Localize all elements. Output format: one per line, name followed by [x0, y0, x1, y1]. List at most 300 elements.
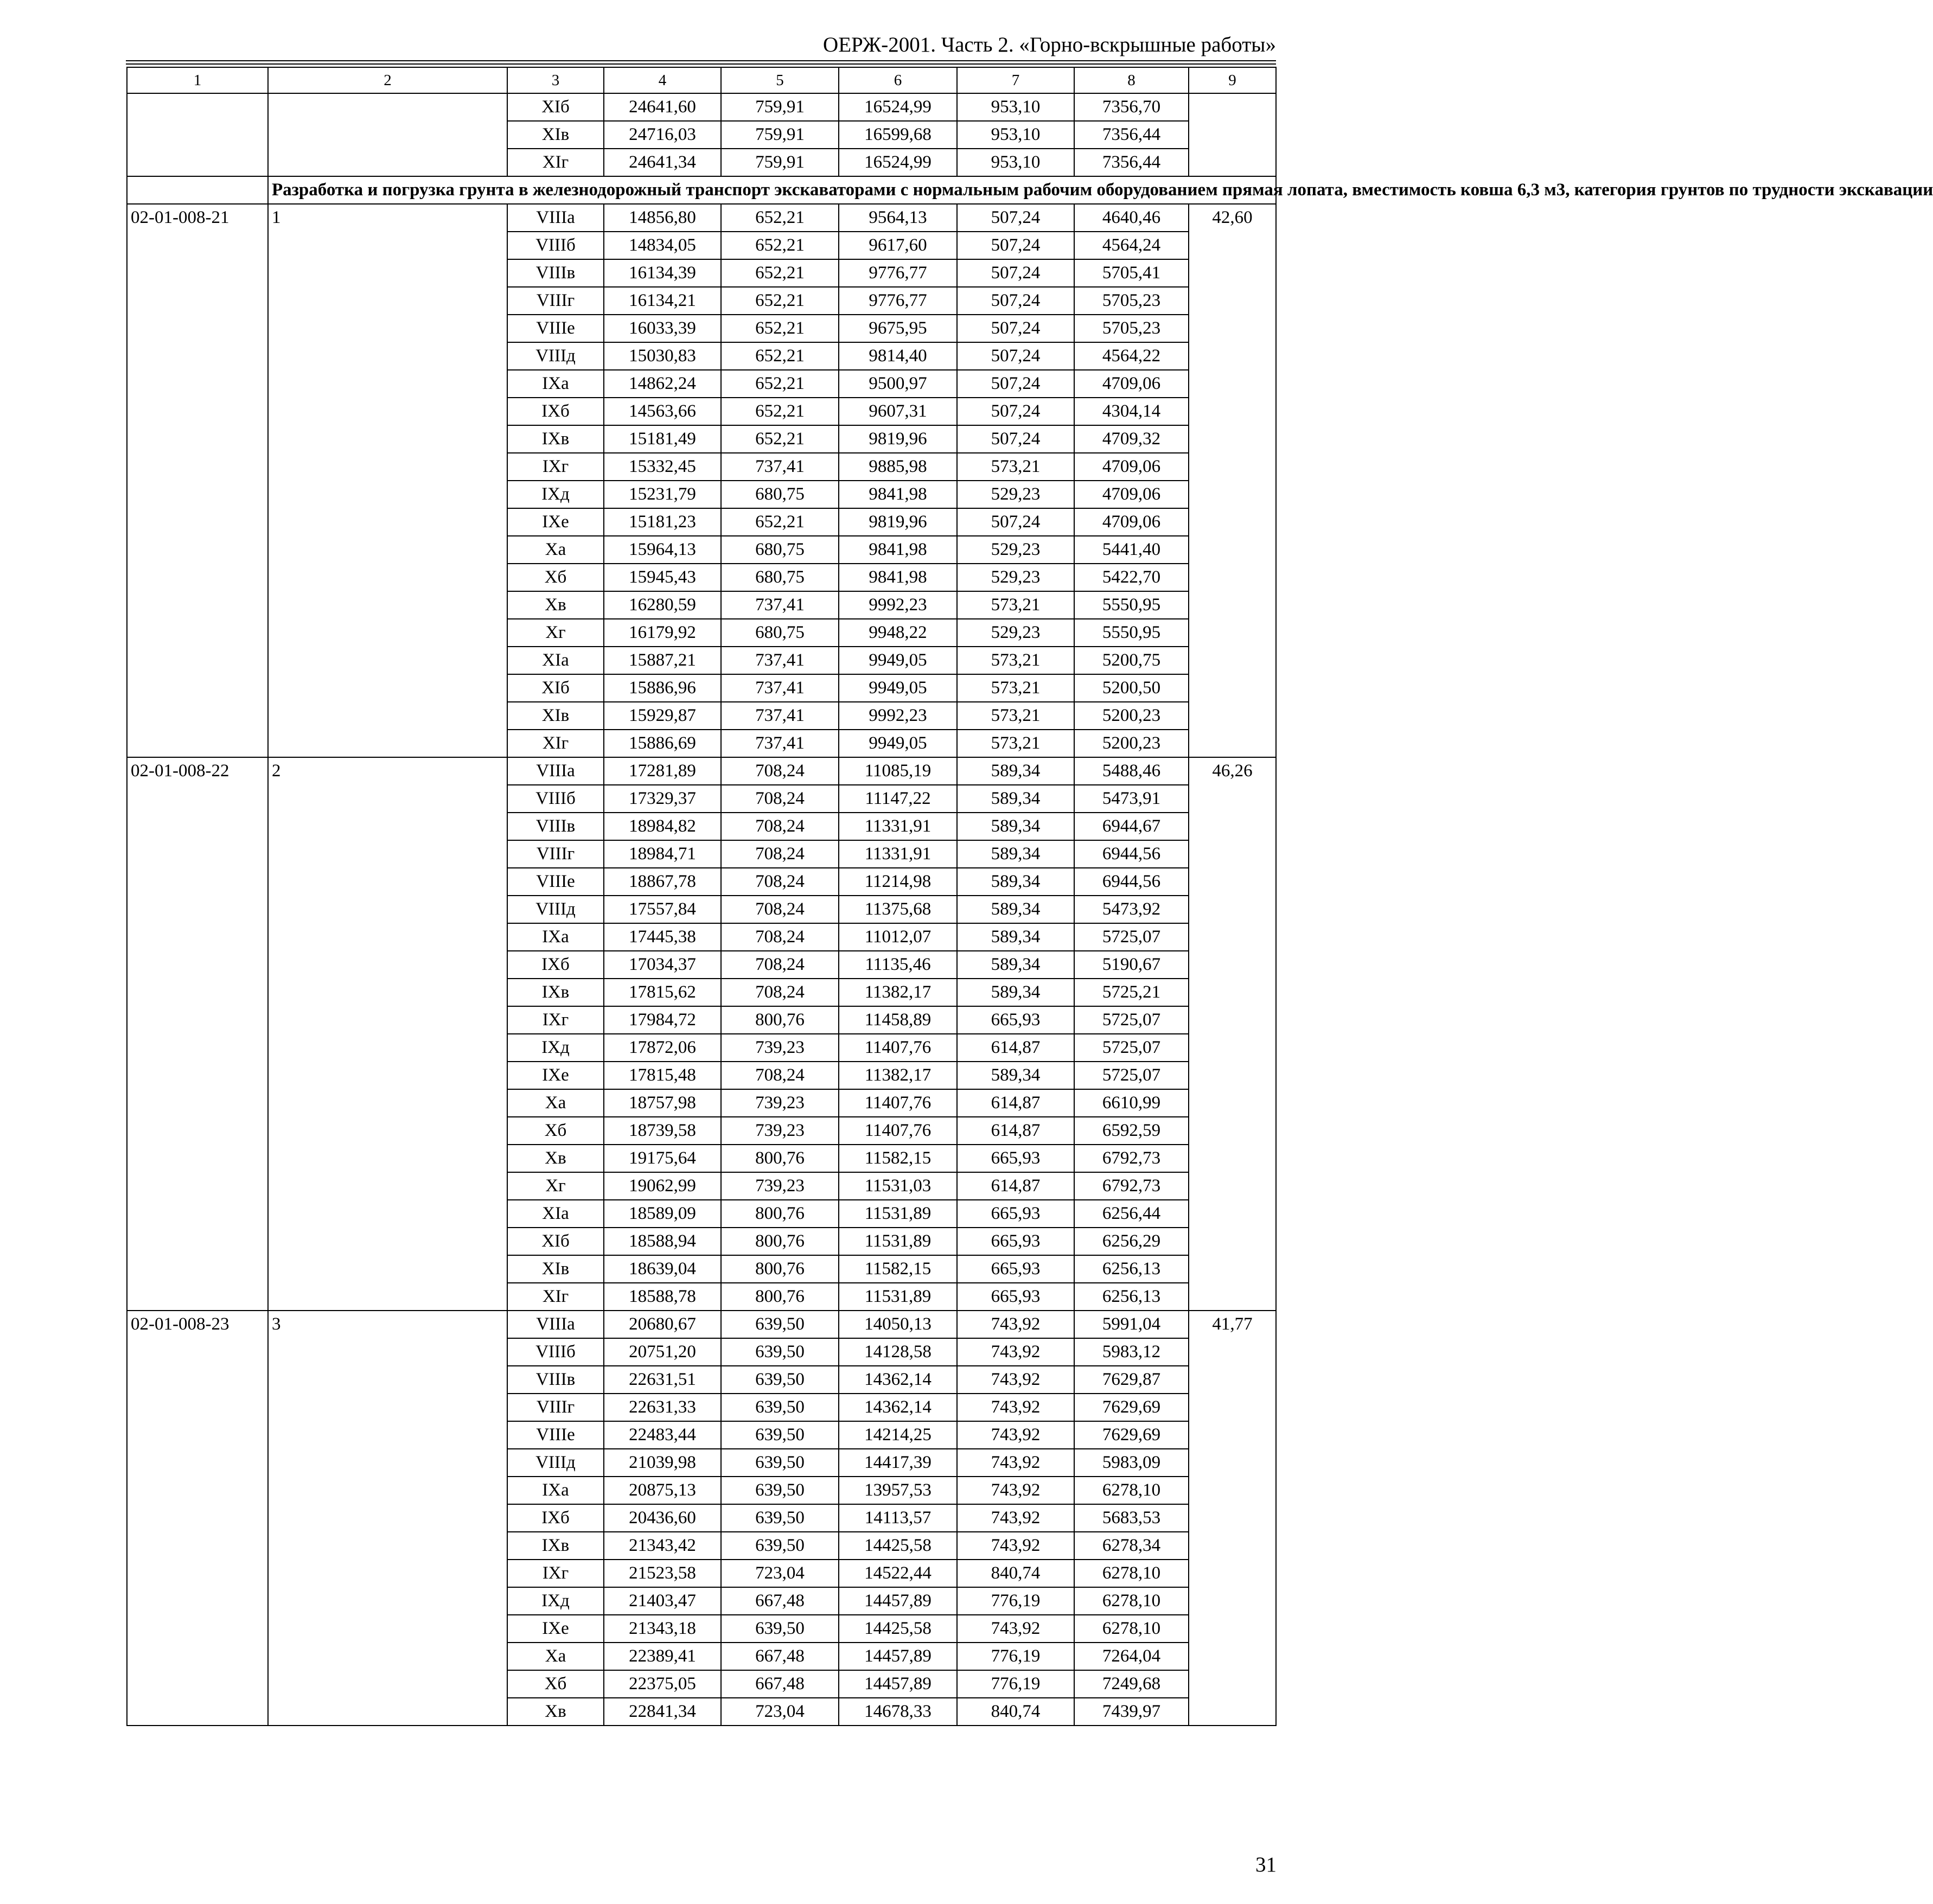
table-cell: XIб [507, 674, 604, 702]
table-cell: 13957,53 [839, 1477, 957, 1504]
column-number-cell: 4 [604, 67, 721, 93]
table-cell: 22841,34 [604, 1698, 721, 1726]
table-cell: 6256,44 [1074, 1200, 1189, 1228]
table-cell: VIIIг [507, 287, 604, 315]
table-cell: 6278,10 [1074, 1560, 1189, 1587]
table-cell: 953,10 [957, 93, 1074, 121]
table-cell: 507,24 [957, 425, 1074, 453]
table-cell: 6792,73 [1074, 1145, 1189, 1172]
table-cell: 9949,05 [839, 730, 957, 757]
table-cell: 743,92 [957, 1311, 1074, 1338]
table-cell: VIIIб [507, 785, 604, 813]
table-cell: 743,92 [957, 1449, 1074, 1477]
table-cell: 737,41 [721, 591, 839, 619]
table-cell: 16524,99 [839, 149, 957, 176]
table-cell: 573,21 [957, 702, 1074, 730]
table-cell: 708,24 [721, 813, 839, 840]
table-cell: 9992,23 [839, 702, 957, 730]
table-cell: 15231,79 [604, 481, 721, 508]
table-cell: IXе [507, 508, 604, 536]
table-cell: 743,92 [957, 1615, 1074, 1643]
table-cell: Xв [507, 1698, 604, 1726]
table-cell: 776,19 [957, 1587, 1074, 1615]
table-cell: 14522,44 [839, 1560, 957, 1587]
page-number: 31 [1255, 1853, 1277, 1876]
table-cell: 6256,29 [1074, 1228, 1189, 1255]
table-cell: 14050,13 [839, 1311, 957, 1338]
table-cell: 800,76 [721, 1228, 839, 1255]
table-cell: 9992,23 [839, 591, 957, 619]
table-cell: 639,50 [721, 1532, 839, 1560]
table-cell: 7439,97 [1074, 1698, 1189, 1726]
table-cell: 5991,04 [1074, 1311, 1189, 1338]
table-cell: 723,04 [721, 1698, 839, 1726]
table-cell: 723,04 [721, 1560, 839, 1587]
table-cell: 15945,43 [604, 564, 721, 591]
table-cell: Xб [507, 1670, 604, 1698]
column-number-cell: 3 [507, 67, 604, 93]
table-cell: 6256,13 [1074, 1283, 1189, 1311]
table-cell: 5200,75 [1074, 647, 1189, 674]
description-cell: 1 [268, 204, 507, 757]
table-cell: 9841,98 [839, 564, 957, 591]
table-cell: 4640,46 [1074, 204, 1189, 232]
table-row [127, 757, 1276, 785]
table-cell: XIв [507, 702, 604, 730]
table-cell: 11407,76 [839, 1089, 957, 1117]
table-cell: 11375,68 [839, 896, 957, 923]
table-cell: VIIIг [507, 840, 604, 868]
table-cell: 11012,07 [839, 923, 957, 951]
table-cell: 18639,04 [604, 1255, 721, 1283]
table-cell: 589,34 [957, 951, 1074, 979]
table-cell: 15887,21 [604, 647, 721, 674]
table-cell: Xа [507, 1089, 604, 1117]
table-cell: 15181,49 [604, 425, 721, 453]
table-cell: 573,21 [957, 647, 1074, 674]
table-cell: 800,76 [721, 1145, 839, 1172]
table-cell: IXд [507, 1034, 604, 1062]
table-row [127, 93, 1276, 121]
table-cell: VIIIа [507, 1311, 604, 1338]
header-rule [126, 60, 1276, 61]
table-cell: 16134,39 [604, 259, 721, 287]
table-cell: IXг [507, 1006, 604, 1034]
table-cell: 20680,67 [604, 1311, 721, 1338]
table-cell: 22483,44 [604, 1421, 721, 1449]
table-cell: 14425,58 [839, 1532, 957, 1560]
table-cell: 11135,46 [839, 951, 957, 979]
table-cell: 507,24 [957, 508, 1074, 536]
table-cell: 737,41 [721, 647, 839, 674]
column-number-cell: 9 [1189, 67, 1276, 93]
table-cell: Xб [507, 564, 604, 591]
table-cell: XIб [507, 93, 604, 121]
table-cell: 743,92 [957, 1366, 1074, 1394]
table-cell: 953,10 [957, 149, 1074, 176]
table-cell: 639,50 [721, 1615, 839, 1643]
table-cell: 743,92 [957, 1394, 1074, 1421]
table-cell: Xа [507, 536, 604, 564]
table-cell: 16524,99 [839, 93, 957, 121]
table-cell: 9949,05 [839, 674, 957, 702]
table-cell: 9617,60 [839, 232, 957, 259]
table-cell: VIIIе [507, 868, 604, 896]
table-cell: 20436,60 [604, 1504, 721, 1532]
table-cell: 800,76 [721, 1006, 839, 1034]
table-cell: 4564,24 [1074, 232, 1189, 259]
table-cell: 11331,91 [839, 840, 957, 868]
table-cell: 5550,95 [1074, 619, 1189, 647]
table-cell: 589,34 [957, 979, 1074, 1006]
table-cell: 9819,96 [839, 425, 957, 453]
table-cell: XIа [507, 1200, 604, 1228]
table-cell: 614,87 [957, 1117, 1074, 1145]
table-cell: 5473,91 [1074, 785, 1189, 813]
table-cell: 21403,47 [604, 1587, 721, 1615]
table-cell: 652,21 [721, 204, 839, 232]
table-cell: 9776,77 [839, 259, 957, 287]
table-cell: 737,41 [721, 453, 839, 481]
table-cell: 639,50 [721, 1477, 839, 1504]
table-cell: 14563,66 [604, 398, 721, 425]
table-cell: 4564,22 [1074, 342, 1189, 370]
table-cell: 589,34 [957, 1062, 1074, 1089]
table-cell: 739,23 [721, 1089, 839, 1117]
table-cell: 5983,12 [1074, 1338, 1189, 1366]
table-cell: 14362,14 [839, 1394, 957, 1421]
last-col-cell: 41,77 [1189, 1311, 1276, 1726]
table-cell: 18739,58 [604, 1117, 721, 1145]
table-cell: 589,34 [957, 813, 1074, 840]
table-cell: 507,24 [957, 342, 1074, 370]
table-cell: 708,24 [721, 785, 839, 813]
last-col-cell: 42,60 [1189, 204, 1276, 757]
table-cell: 18984,82 [604, 813, 721, 840]
table-cell: 11582,15 [839, 1145, 957, 1172]
table-cell: XIг [507, 1283, 604, 1311]
table-cell: 17984,72 [604, 1006, 721, 1034]
table-cell: 708,24 [721, 868, 839, 896]
table-cell: VIIIб [507, 1338, 604, 1366]
table-cell: 9675,95 [839, 315, 957, 342]
table-cell: 589,34 [957, 785, 1074, 813]
table-cell: VIIIд [507, 1449, 604, 1477]
table-cell: 639,50 [721, 1311, 839, 1338]
table-cell: 652,21 [721, 398, 839, 425]
table-cell: 11407,76 [839, 1034, 957, 1062]
table-cell: IXв [507, 979, 604, 1006]
table-cell: 14417,39 [839, 1449, 957, 1477]
table-cell: 5725,07 [1074, 923, 1189, 951]
table-cell: 18757,98 [604, 1089, 721, 1117]
table-cell: XIг [507, 730, 604, 757]
section-title: Разработка и погрузка грунта в железнодорожный транспорт экскаваторами с нормальным рабочим оборудованием прямая лопата, вместимость ковша 6,3 м3, категория грунтов по трудности экскавации [268, 176, 1276, 204]
table-cell: 16134,21 [604, 287, 721, 315]
table-cell: 507,24 [957, 370, 1074, 398]
table-cell: VIIIд [507, 342, 604, 370]
table-cell: 667,48 [721, 1643, 839, 1670]
table-cell: 614,87 [957, 1089, 1074, 1117]
table-cell: 840,74 [957, 1698, 1074, 1726]
table-cell: 652,21 [721, 342, 839, 370]
table-cell: 4709,32 [1074, 425, 1189, 453]
table-cell: VIIIб [507, 232, 604, 259]
table-cell: 639,50 [721, 1421, 839, 1449]
table-cell: 7249,68 [1074, 1670, 1189, 1698]
table-cell: 21343,42 [604, 1532, 721, 1560]
section-title-row [127, 176, 1276, 204]
table-cell: 708,24 [721, 923, 839, 951]
table-cell: VIIIд [507, 896, 604, 923]
table-cell: IXе [507, 1615, 604, 1643]
table-cell: 16599,68 [839, 121, 957, 149]
table-cell: 6278,10 [1074, 1477, 1189, 1504]
table-cell: 573,21 [957, 453, 1074, 481]
table-cell: 743,92 [957, 1504, 1074, 1532]
table-cell: 4709,06 [1074, 508, 1189, 536]
table-cell: 507,24 [957, 315, 1074, 342]
table-cell: XIб [507, 1228, 604, 1255]
table-cell: 11407,76 [839, 1117, 957, 1145]
table-cell: 15964,13 [604, 536, 721, 564]
price-table [126, 67, 1933, 1726]
table-cell: 11214,98 [839, 868, 957, 896]
table-cell: IXб [507, 951, 604, 979]
table-cell: 573,21 [957, 674, 1074, 702]
table-cell: IXа [507, 370, 604, 398]
table-cell: 14457,89 [839, 1643, 957, 1670]
table-cell: 507,24 [957, 204, 1074, 232]
table-cell: IXб [507, 398, 604, 425]
table-cell: 665,93 [957, 1255, 1074, 1283]
column-number-cell: 7 [957, 67, 1074, 93]
table-cell: 5705,23 [1074, 315, 1189, 342]
table-cell: 7264,04 [1074, 1643, 1189, 1670]
table-cell: IXв [507, 1532, 604, 1560]
table-cell: 708,24 [721, 951, 839, 979]
table-cell: 20875,13 [604, 1477, 721, 1504]
table-cell: 14425,58 [839, 1615, 957, 1643]
table-cell: VIIIв [507, 813, 604, 840]
table-cell: 17445,38 [604, 923, 721, 951]
table-cell: 5683,53 [1074, 1504, 1189, 1532]
table-cell: 5725,07 [1074, 1034, 1189, 1062]
table-cell: 11531,89 [839, 1283, 957, 1311]
table-cell: 5200,23 [1074, 702, 1189, 730]
table-cell: 639,50 [721, 1394, 839, 1421]
table-cell: 507,24 [957, 398, 1074, 425]
table-cell: 6792,73 [1074, 1172, 1189, 1200]
table-cell: 759,91 [721, 93, 839, 121]
table-cell: 14856,80 [604, 204, 721, 232]
table-cell: 11382,17 [839, 979, 957, 1006]
table-cell: 17281,89 [604, 757, 721, 785]
table-cell: 680,75 [721, 481, 839, 508]
table-cell: Xв [507, 1145, 604, 1172]
header-rule [126, 63, 1276, 65]
table-cell: 15332,45 [604, 453, 721, 481]
table-cell: 739,23 [721, 1034, 839, 1062]
table-cell: 14834,05 [604, 232, 721, 259]
table-cell: 652,21 [721, 425, 839, 453]
table-cell: 24641,60 [604, 93, 721, 121]
empty-description-cell [268, 93, 507, 176]
table-cell: 18588,94 [604, 1228, 721, 1255]
table-cell: 665,93 [957, 1228, 1074, 1255]
table-cell: 737,41 [721, 674, 839, 702]
table-cell: Xг [507, 1172, 604, 1200]
table-cell: 15929,87 [604, 702, 721, 730]
table-cell: 5725,07 [1074, 1006, 1189, 1034]
table-cell: IXв [507, 425, 604, 453]
table-cell: 652,21 [721, 259, 839, 287]
empty-last-cell [1189, 93, 1276, 176]
code-cell: 02-01-008-21 [127, 204, 268, 757]
table-cell: 14214,25 [839, 1421, 957, 1449]
column-number-cell: 1 [127, 67, 268, 93]
table-cell: Xв [507, 591, 604, 619]
table-cell: 15030,83 [604, 342, 721, 370]
table-cell: 18984,71 [604, 840, 721, 868]
table-cell: 19175,64 [604, 1145, 721, 1172]
table-cell: 4709,06 [1074, 453, 1189, 481]
description-cell: 2 [268, 757, 507, 1311]
table-cell: XIв [507, 1255, 604, 1283]
table-cell: 4709,06 [1074, 370, 1189, 398]
table-cell: 9949,05 [839, 647, 957, 674]
table-cell: 759,91 [721, 121, 839, 149]
table-cell: 22375,05 [604, 1670, 721, 1698]
table-cell: 589,34 [957, 923, 1074, 951]
table-cell: 11085,19 [839, 757, 957, 785]
table-cell: 680,75 [721, 619, 839, 647]
table-cell: 9841,98 [839, 481, 957, 508]
column-number-cell: 8 [1074, 67, 1189, 93]
column-number-cell: 6 [839, 67, 957, 93]
table-cell: 17557,84 [604, 896, 721, 923]
table-cell: VIIIв [507, 259, 604, 287]
last-col-cell: 46,26 [1189, 757, 1276, 1311]
table-cell: 6278,34 [1074, 1532, 1189, 1560]
table-cell: 17872,06 [604, 1034, 721, 1062]
table-cell: 11531,89 [839, 1228, 957, 1255]
table-cell: 507,24 [957, 232, 1074, 259]
table-cell: 743,92 [957, 1532, 1074, 1560]
column-number-cell: 5 [721, 67, 839, 93]
table-cell: VIIIа [507, 204, 604, 232]
table-cell: 737,41 [721, 702, 839, 730]
table-cell: 6944,56 [1074, 840, 1189, 868]
table-cell: 6278,10 [1074, 1587, 1189, 1615]
table-cell: 5441,40 [1074, 536, 1189, 564]
table-cell: 5200,23 [1074, 730, 1189, 757]
table-cell: 776,19 [957, 1670, 1074, 1698]
table-cell: 800,76 [721, 1283, 839, 1311]
table-cell: IXг [507, 453, 604, 481]
table-cell: 11331,91 [839, 813, 957, 840]
table-cell: IXе [507, 1062, 604, 1089]
table-cell: 652,21 [721, 370, 839, 398]
table-cell: 589,34 [957, 868, 1074, 896]
table-cell: Xг [507, 619, 604, 647]
table-cell: 21343,18 [604, 1615, 721, 1643]
table-cell: 11531,89 [839, 1200, 957, 1228]
code-cell: 02-01-008-22 [127, 757, 268, 1311]
table-cell: 708,24 [721, 979, 839, 1006]
table-cell: 529,23 [957, 564, 1074, 591]
table-cell: 5705,23 [1074, 287, 1189, 315]
table-cell: 22389,41 [604, 1643, 721, 1670]
table-cell: XIв [507, 121, 604, 149]
table-cell: 14862,24 [604, 370, 721, 398]
table-cell: XIа [507, 647, 604, 674]
table-cell: 800,76 [721, 1255, 839, 1283]
table-cell: 17329,37 [604, 785, 721, 813]
table-cell: 18867,78 [604, 868, 721, 896]
column-number-cell: 2 [268, 67, 507, 93]
table-cell: 9885,98 [839, 453, 957, 481]
table-cell: VIIIе [507, 315, 604, 342]
table-cell: 529,23 [957, 536, 1074, 564]
table-cell: 639,50 [721, 1338, 839, 1366]
table-row [127, 1311, 1276, 1338]
table-cell: 14457,89 [839, 1670, 957, 1698]
table-cell: 18588,78 [604, 1283, 721, 1311]
table-cell: 589,34 [957, 757, 1074, 785]
table-cell: 17034,37 [604, 951, 721, 979]
table-cell: 573,21 [957, 730, 1074, 757]
table-cell: 708,24 [721, 1062, 839, 1089]
table-cell: IXб [507, 1504, 604, 1532]
table-cell: 16280,59 [604, 591, 721, 619]
table-cell: 7356,70 [1074, 93, 1189, 121]
table-cell: 15886,69 [604, 730, 721, 757]
table-cell: VIIIв [507, 1366, 604, 1394]
table-cell: IXд [507, 1587, 604, 1615]
table-cell: 9814,40 [839, 342, 957, 370]
table-cell: 614,87 [957, 1172, 1074, 1200]
table-cell: 5473,92 [1074, 896, 1189, 923]
table-cell: 14362,14 [839, 1366, 957, 1394]
table-cell: 6256,13 [1074, 1255, 1189, 1283]
table-cell: 18589,09 [604, 1200, 721, 1228]
table-cell: 507,24 [957, 287, 1074, 315]
table-cell: 507,24 [957, 259, 1074, 287]
table-cell: IXа [507, 923, 604, 951]
table-cell: 21523,58 [604, 1560, 721, 1587]
table-cell: 9948,22 [839, 619, 957, 647]
table-cell: 652,21 [721, 508, 839, 536]
table-cell: 5725,21 [1074, 979, 1189, 1006]
table-cell: 743,92 [957, 1421, 1074, 1449]
table-cell: 14113,57 [839, 1504, 957, 1532]
table-cell: 24716,03 [604, 121, 721, 149]
table-cell: 19062,99 [604, 1172, 721, 1200]
table-cell: 639,50 [721, 1449, 839, 1477]
table-cell: 14128,58 [839, 1338, 957, 1366]
table-cell: 11458,89 [839, 1006, 957, 1034]
table-cell: 7629,69 [1074, 1421, 1189, 1449]
table-cell: 639,50 [721, 1366, 839, 1394]
table-cell: 665,93 [957, 1283, 1074, 1311]
table-cell: 11147,22 [839, 785, 957, 813]
table-cell: 22631,51 [604, 1366, 721, 1394]
table-cell: VIIIе [507, 1421, 604, 1449]
table-cell: VIIIа [507, 757, 604, 785]
table-cell: 840,74 [957, 1560, 1074, 1587]
description-cell: 3 [268, 1311, 507, 1726]
